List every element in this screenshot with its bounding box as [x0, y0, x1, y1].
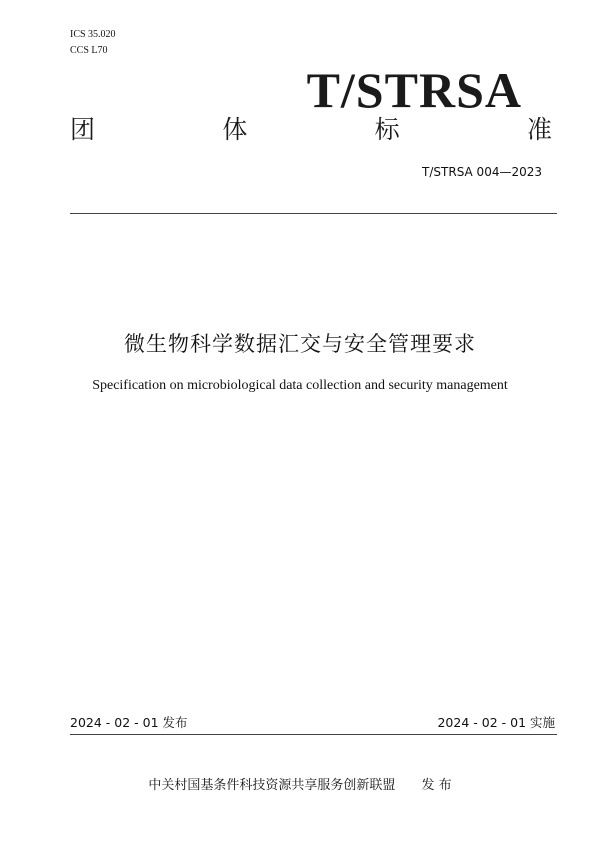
publish-date: 2024 - 02 - 01 发布: [70, 715, 188, 730]
header-divider: [70, 213, 557, 214]
footer-divider: [70, 734, 557, 735]
publisher-action: 发 布: [421, 778, 452, 793]
document-title-chinese: 微生物科学数据汇交与安全管理要求: [124, 332, 476, 356]
standard-type-char: 标: [374, 115, 400, 144]
publisher-name: 中关村国基条件科技资源共享服务创新联盟: [148, 778, 396, 793]
document-title-english: Specification on microbiological data collection and security management: [92, 378, 508, 393]
implement-date: 2024 - 02 - 01 实施: [437, 715, 555, 730]
standard-type-char: 团: [70, 115, 96, 144]
standard-type-char: 体: [222, 115, 248, 144]
ics-code: ICS 35.020: [70, 29, 116, 40]
ccs-code: CCS L70: [70, 45, 108, 56]
standard-number: T/STRSA 004—2023: [422, 165, 542, 179]
standard-type: [70, 114, 552, 146]
publisher-line: [0, 777, 600, 795]
standard-logo: T/STRSA: [306, 62, 522, 118]
standard-type-char: 准: [526, 115, 552, 144]
